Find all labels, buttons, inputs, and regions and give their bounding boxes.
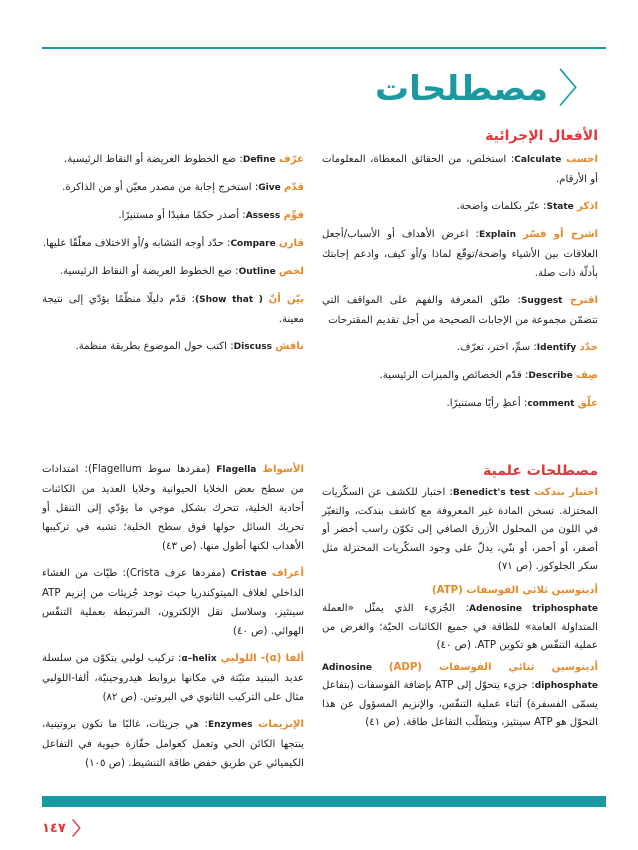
term-entry: حدّد Identify: سمِّ، اختر، تعرّف. bbox=[456, 342, 598, 353]
term-entry: اقترح Suggest: طبّق المعرفة والفهم على المواقف التي تتضمّن مجموعة من الإجابات الصحيحة من أجل تقديم المقترحات bbox=[322, 295, 598, 326]
term-entry: اشرح أو فسّر Explain: اعرض الأهداف أو الأسباب/أجعل العلاقات بين الأشياء واضحة/توقّع لماذا و/أو كيف، وادعم إجابتك بأدلّة ذات صلة. bbox=[322, 229, 599, 279]
term-entry: علّق comment: أعطِ رأيًا مستنيرًا. bbox=[446, 398, 598, 409]
term-entry: احسب Calculate: استخلص، من الحقائق المعطاة، المعلومات أو الأرقام. bbox=[322, 154, 598, 185]
term-entry: ناقش Discuss: اكتب حول الموضوع بطريقة منظمة. bbox=[75, 341, 304, 352]
term-entry: أعراف Cristae (مفردها عرف Crista): طيّات من الغشاء الداخلي لغلاف الميتوكندريا حيث توجد جُزيئات من إنزيم ATP سينثيز، وسلاسل نقل الإلكترون، المرتبطة بعملية التنفّس الهوائي. (ص ٤٠) bbox=[42, 568, 304, 637]
term-entry: قدّم Give: استخرج إجابة من مصدر معيّن أو من الذاكرة. bbox=[62, 182, 304, 193]
page-header bbox=[375, 66, 598, 112]
scientific-list-left bbox=[42, 460, 304, 781]
chevron-left-icon: 〈 bbox=[71, 819, 90, 840]
term-entry: قارن Compare: حدّد أوجه التشابه و/أو الاختلاف معلّقًا عليها. bbox=[42, 238, 304, 249]
term-entry: الأسواط Flagella (مفردها سوط Flagellum): امتدادات من سطح بعض الخلايا الحيوانية وخلايا العديد من الكائنات أحادية الخلية، تتحرك بشكل موجي ما يؤدّي إلى التنقل أو تحريك السائل حولها فوق سطح الخلية؛ تشبه في تركيبها الأهداب لكنها أطول منها. (ص ٤٣) bbox=[42, 464, 304, 552]
page-title: مصطلحات bbox=[375, 69, 548, 109]
term-entry: ألفا (α)- اللولبي α–helix: تركيب لولبي يتكوّن من سلسلة عديد الببتيد مثبّتة في مكانها بروابط هيدروجينيّة، ألفا-اللولبي مثال على التركيب الثانوي في البروتين. (ص ٨٢) bbox=[42, 653, 304, 703]
term-entry: اذكر State: عبّر بكلمات واضحة. bbox=[456, 201, 598, 212]
term-entry: أدينوسين ثنائي الفوسفات (ADP) Adinosine diphosphate: جزيء يتحوّل إلى ATP بإضافة الفوسفات (بتفاعل يسمّى الفسفرة) أثناء عملية التنفّس، والإنزيم المسؤول عن هذا التحوّل هو ATP سينثيز، ويتطلّب التفاعل طاقة. (ص ٤١) bbox=[322, 661, 599, 728]
page-number: 〈 ١٤٧ bbox=[42, 815, 90, 841]
section-title-procedural: الأفعال الإجرائية bbox=[485, 128, 598, 144]
section-title-scientific: مصطلحات علمية bbox=[483, 463, 598, 479]
term-entry: بيّن أنّ ( Show that): قدّم دليلًا منظّمًا يؤدّي إلى نتيجة معينة. bbox=[42, 294, 305, 325]
procedural-list-left bbox=[42, 150, 304, 365]
chevron-left-icon: 〈 bbox=[558, 66, 598, 112]
term-entry: قوِّم Assess: أصدر حكمًا مفيدًا أو مستنيرًا. bbox=[118, 210, 304, 221]
term-entry: لخص Outline: ضع الخطوط العريضة أو النقاط الرئيسية. bbox=[59, 266, 304, 277]
term-entry: أدينوسين ثلاثي الفوسفات (ATP) Adenosine triphosphate: الجُزيء الذي يمثّل «العملة المتداولة العامة» للطاقة في جميع الكائنات الحيّة؛ والغرض من عملية التنفّس هو تكوين ATP. (ص ٤٠) bbox=[322, 584, 598, 651]
term-entry: صِف Describe: قدّم الخصائص والميزات الرئيسية. bbox=[379, 370, 598, 381]
top-divider bbox=[42, 47, 606, 49]
term-entry: الإنزيمات Enzymes: هي جزيئات، غالبًا ما تكون بروتينية، ينتجها الكائن الحي وتعمل كعوامل حفّازة حيوية في التفاعل الكيميائي عن طريق خفض طاقة التنشيط. (ص ١٠٥) bbox=[42, 719, 304, 769]
procedural-list-right bbox=[322, 150, 598, 422]
scientific-list-right bbox=[322, 484, 598, 741]
bottom-bar bbox=[42, 796, 606, 807]
term-entry: اختبار بندكت Benedict's test: اختبار للكشف عن السكّريات المختزلة. تسخن المادة غير المعروفة مع كاشف بندكت، والتغيّر في اللون من المحلول الأزرق الصافي إلى تكوّن راسب أخضر أو أصفر، أو أحمر، أو بنّي، يدلّ على وجود السكّريات المختزلة مثل سكر الجلوكوز. (ص ٧١) bbox=[322, 487, 598, 572]
term-entry: عرّف Define: ضع الخطوط العريضة أو النقاط الرئيسية. bbox=[63, 154, 304, 165]
